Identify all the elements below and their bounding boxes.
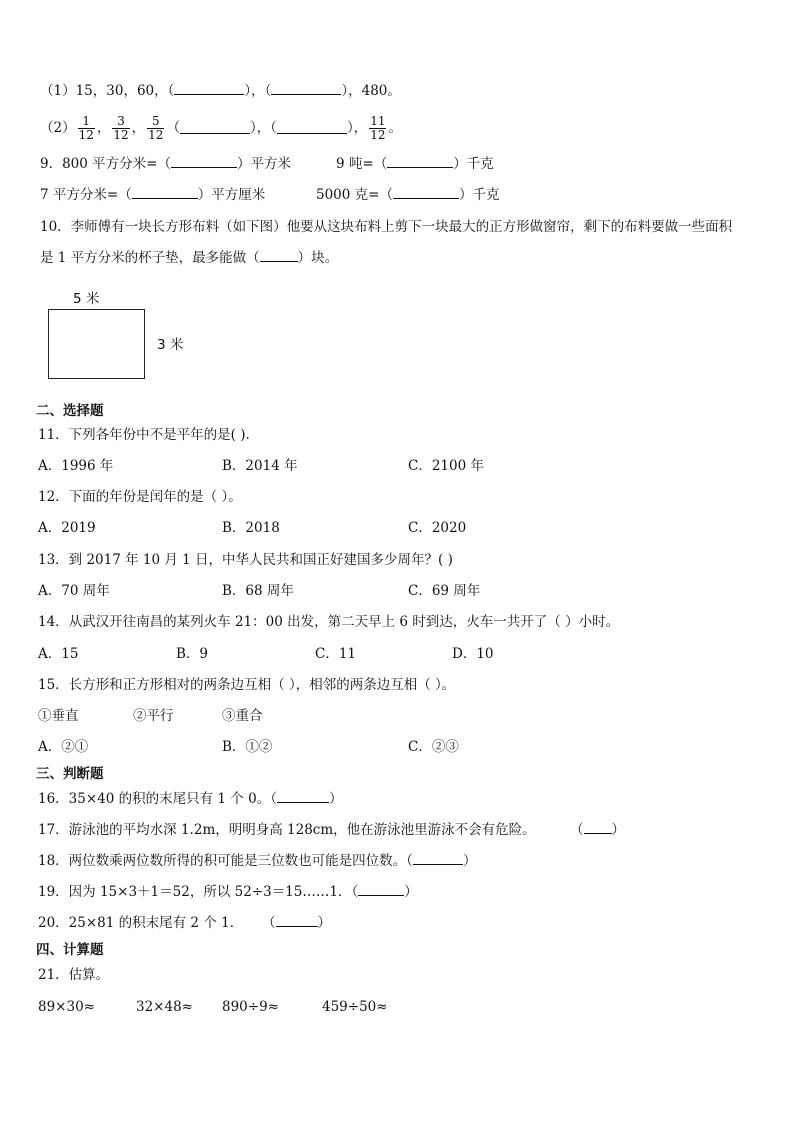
answer-blank[interactable] [180, 122, 250, 134]
answer-blank[interactable] [171, 156, 237, 168]
q12-stem: 12．下面的年份是闰年的是（ ）。 [38, 489, 242, 505]
q20-text: 20．25×81 的积末尾有 2 个 1． [38, 915, 244, 931]
answer-blank[interactable] [358, 884, 404, 896]
q10-text-line-2: 是 1 平方分米的杯子垫，最多能做（ ）块。 [40, 250, 339, 266]
q9-part-d: 5000 克=（ ）千克 [316, 187, 500, 203]
fraction: $\frac{3}{12}$ [113, 113, 129, 142]
q15-option-a[interactable]: A．②① [38, 739, 89, 755]
q15-choice-2: ②平行 [133, 708, 174, 724]
q13-option-b[interactable]: B．68 周年 [222, 583, 294, 599]
q14-option-b[interactable]: B．9 [176, 646, 209, 662]
q13-option-a[interactable]: A．70 周年 [38, 583, 110, 599]
diagram-width-label: 5 米 [73, 291, 100, 307]
q18: 18．两位数乘两位数所得的积可能是三位数也可能是四位数。（ ） [38, 853, 477, 869]
answer-blank[interactable] [277, 791, 329, 803]
fraction: $\frac{11}{12}$ [370, 113, 386, 142]
fraction: $\frac{1}{12}$ [78, 113, 94, 142]
estimate-item: 32×48≈ [136, 999, 193, 1015]
q21-stem: 21．估算。 [38, 967, 110, 983]
q19: 19．因为 15×3＋1＝52，所以 52÷3＝15……1．（ ） [38, 884, 418, 900]
q11-option-b[interactable]: B．2014 年 [222, 458, 298, 474]
q9-part-c: 7 平方分米=（ ）平方厘米 [40, 187, 266, 203]
q8-line-1: （1）15，30，60，（ ），（ ），480。 [40, 83, 401, 99]
q12-option-c[interactable]: C．2020 [408, 520, 467, 536]
answer-blank[interactable] [276, 915, 318, 927]
q11-option-c[interactable]: C．2100 年 [408, 458, 484, 474]
answer-blank[interactable] [277, 122, 347, 134]
q9-part-a: 9．800 平方分米=（ ）平方米 [40, 156, 291, 172]
fraction: $\frac{5}{12}$ [148, 113, 164, 142]
section-heading-calculation: 四、计算题 [36, 942, 104, 958]
q15-choice-1: ①垂直 [38, 708, 79, 724]
q9-part-b: 9 吨=（ ）千克 [336, 156, 494, 172]
q14-option-a[interactable]: A．15 [38, 646, 79, 662]
q20-answer: （ ） [262, 915, 331, 931]
q13-option-c[interactable]: C．69 周年 [408, 583, 481, 599]
answer-blank[interactable] [271, 83, 341, 95]
rectangle-diagram [48, 309, 145, 379]
q8-line-2: （2） $\frac{1}{12}$ ， $\frac{3}{12}$ ， $\frac{5}{12}$ （ ），（ ）， $\frac{11}{12}$ 。 [40, 113, 402, 142]
q16: 16．35×40 的积的末尾只有 1 个 0。（ ） [38, 791, 343, 807]
answer-blank[interactable] [584, 822, 612, 834]
q17-answer: （ ） [570, 822, 625, 838]
q15-option-c[interactable]: C．②③ [408, 739, 459, 755]
answer-blank[interactable] [260, 250, 298, 262]
answer-blank[interactable] [413, 853, 463, 865]
section-heading-judgement: 三、判断题 [36, 766, 104, 782]
q11-option-a[interactable]: A．1996 年 [38, 458, 114, 474]
q15-choice-3: ③重合 [222, 708, 263, 724]
q14-option-c[interactable]: C．11 [315, 646, 357, 662]
q17-text: 17．游泳池的平均水深 1.2m，明明身高 128cm，他在游泳池里游泳不会有危险。 [38, 822, 536, 838]
q11-stem: 11．下列各年份中不是平年的是( ). [38, 427, 250, 443]
q15-stem: 15．长方形和正方形相对的两条边互相（ ），相邻的两条边互相（ ）。 [38, 677, 456, 693]
estimate-item: 459÷50≈ [322, 999, 388, 1015]
q10-text-line-1: 10．李师傅有一块长方形布料（如下图）他要从这块布料上剪下一块最大的正方形做窗帘，剩下的布料要做一些面积 [40, 219, 733, 235]
q14-option-d[interactable]: D．10 [452, 646, 494, 662]
q12-option-a[interactable]: A．2019 [38, 520, 96, 536]
section-heading-choice: 二、选择题 [36, 403, 104, 419]
estimate-item: 89×30≈ [38, 999, 95, 1015]
answer-blank[interactable] [132, 187, 198, 199]
answer-blank[interactable] [174, 83, 244, 95]
q12-option-b[interactable]: B．2018 [222, 520, 280, 536]
q14-stem: 14．从武汉开往南昌的某列火车 21：00 出发，第二天早上 6 时到达，火车一共开了（ ）小时。 [38, 614, 620, 630]
estimate-item: 890÷9≈ [222, 999, 279, 1015]
q13-stem: 13．到 2017 年 10 月 1 日，中华人民共和国正好建国多少周年？( ) [38, 552, 453, 568]
answer-blank[interactable] [393, 187, 459, 199]
q15-option-b[interactable]: B．①② [222, 739, 273, 755]
answer-blank[interactable] [387, 156, 453, 168]
diagram-height-label: 3 米 [157, 337, 184, 353]
